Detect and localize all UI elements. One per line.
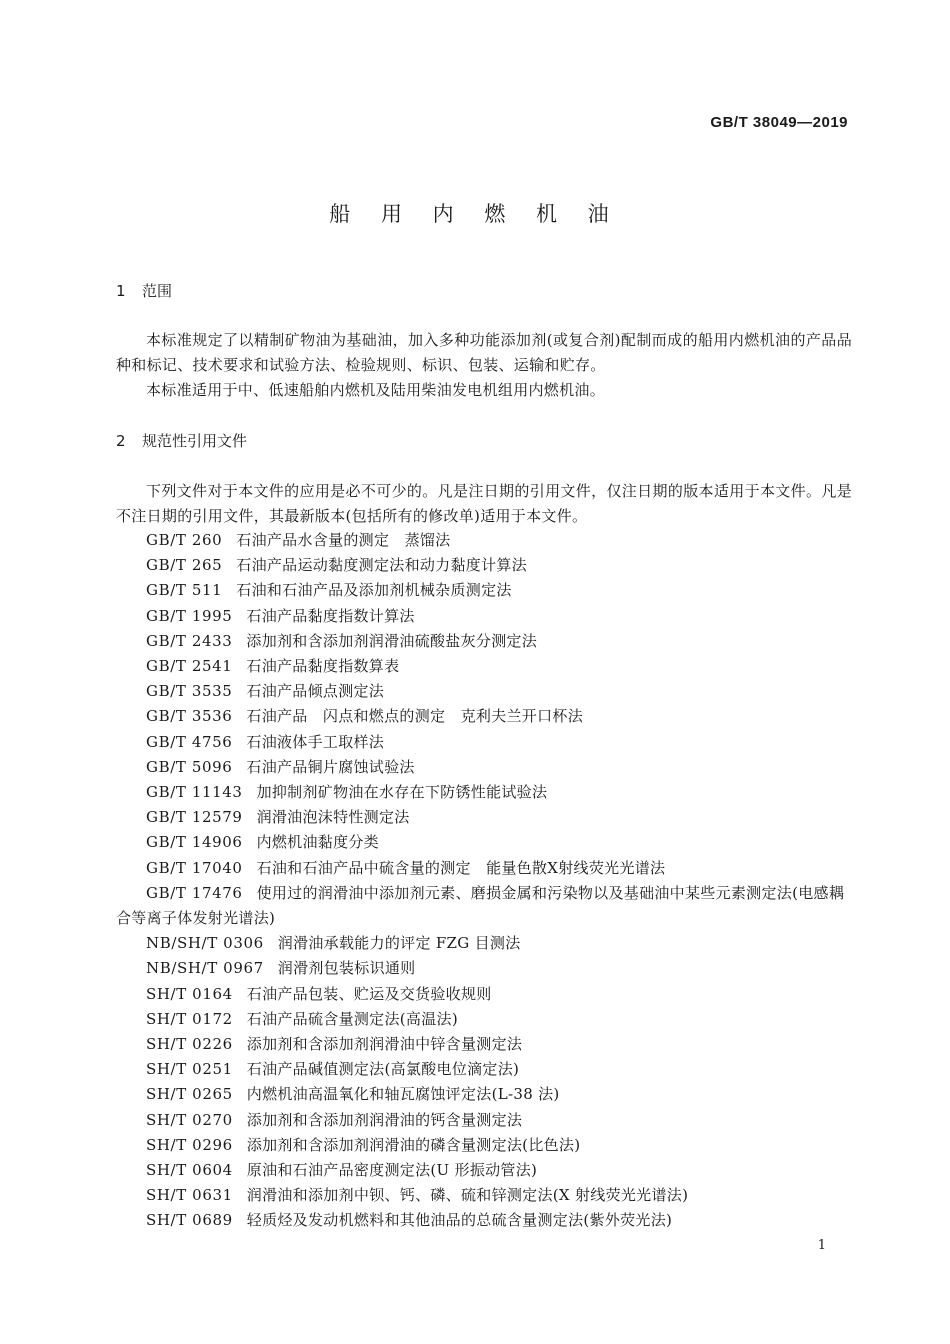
- section-1-title: 范围: [142, 282, 173, 300]
- reference-code: GB/T 2433: [146, 631, 233, 650]
- reference-title: 轻质烃及发动机燃料和其他油品的总硫含量测定法(紫外荧光法): [246, 1211, 673, 1230]
- reference-code: SH/T 0270: [146, 1110, 233, 1129]
- reference-title: 石油产品倾点测定法: [246, 682, 385, 701]
- reference-code: SH/T 0296: [146, 1135, 233, 1154]
- reference-title: 润滑剂包装标识通则: [277, 959, 416, 978]
- reference-title: 石油产品碱值测定法(高氯酸电位滴定法): [246, 1060, 520, 1079]
- document-title: 船 用 内 燃 机 油: [329, 202, 621, 226]
- reference-item: [116, 755, 852, 780]
- reference-item: [116, 1032, 852, 1057]
- reference-code: GB/T 2541: [146, 657, 233, 676]
- reference-title: 添加剂和含添加剂润滑油硫酸盐灰分测定法: [246, 631, 538, 650]
- section-2-intro: 下列文件对于本文件的应用是必不可少的。凡是注日期的引用文件，仅注日期的版本适用于本文件。凡是不注日期的引用文件，其最新版本(包括所有的修改单)适用于本文件。: [116, 482, 852, 525]
- page-number: 1: [817, 1238, 826, 1253]
- reference-code: GB/T 3536: [146, 707, 233, 726]
- reference-code: GB/T 17476: [146, 883, 243, 902]
- reference-list: [116, 528, 852, 1234]
- reference-item: [116, 856, 852, 881]
- section-1-number: 1: [116, 282, 126, 300]
- reference-code: GB/T 1995: [146, 606, 233, 625]
- reference-title: 石油产品包装、贮运及交货验收规则: [246, 984, 492, 1003]
- reference-item: [116, 805, 852, 830]
- reference-title: 石油产品黏度指数算表: [246, 657, 400, 676]
- reference-item: [116, 1108, 852, 1133]
- reference-item: [116, 956, 852, 981]
- reference-item: [116, 780, 852, 805]
- reference-item: [116, 679, 852, 704]
- reference-item: [116, 881, 852, 931]
- reference-code: SH/T 0226: [146, 1035, 233, 1054]
- reference-code: GB/T 3535: [146, 682, 233, 701]
- reference-item: [116, 830, 852, 855]
- reference-title: 石油和石油产品中硫含量的测定 能量色散X射线荧光光谱法: [256, 858, 666, 877]
- reference-code: GB/T 511: [146, 581, 223, 600]
- reference-item: [116, 730, 852, 755]
- reference-title: 石油产品硫含量测定法(高温法): [246, 1009, 458, 1028]
- reference-title: 添加剂和含添加剂润滑油中锌含量测定法: [246, 1035, 523, 1054]
- reference-code: SH/T 0172: [146, 1009, 233, 1028]
- reference-code: GB/T 17040: [146, 858, 243, 877]
- reference-title: 石油产品运动黏度测定法和动力黏度计算法: [236, 556, 527, 575]
- reference-title: 加抑制剂矿物油在水存在下防锈性能试验法: [256, 783, 548, 802]
- reference-title: 润滑油和添加剂中钡、钙、磷、硫和锌测定法(X 射线荧光光谱法): [246, 1186, 689, 1205]
- reference-item: [116, 578, 852, 603]
- reference-code: SH/T 0251: [146, 1060, 233, 1079]
- reference-code: GB/T 265: [146, 556, 223, 575]
- reference-item: [116, 982, 852, 1007]
- reference-item: [116, 1007, 852, 1032]
- reference-item: [116, 931, 852, 956]
- reference-item: [116, 1057, 852, 1082]
- reference-item: [116, 1158, 852, 1183]
- reference-code: NB/SH/T 0967: [146, 959, 264, 978]
- reference-code: GB/T 260: [146, 531, 223, 549]
- reference-item: [116, 528, 852, 553]
- reference-code: GB/T 14906: [146, 833, 243, 852]
- section-2-number: 2: [116, 432, 126, 450]
- reference-item: [116, 604, 852, 629]
- reference-code: NB/SH/T 0306: [146, 934, 264, 953]
- section-2-heading: [116, 430, 247, 451]
- reference-item: [116, 1082, 852, 1107]
- reference-code: SH/T 0604: [146, 1161, 233, 1180]
- reference-item: [116, 1133, 852, 1158]
- reference-title: 内燃机油高温氧化和轴瓦腐蚀评定法(L-38 法): [246, 1085, 560, 1104]
- reference-code: SH/T 0164: [146, 984, 233, 1003]
- reference-title: 石油产品黏度指数计算法: [246, 606, 415, 625]
- reference-item: [116, 654, 852, 679]
- reference-title: 添加剂和含添加剂润滑油的磷含量测定法(比色法): [246, 1135, 581, 1154]
- reference-title: 润滑油承载能力的评定 FZG 目测法: [277, 934, 521, 953]
- reference-code: GB/T 12579: [146, 808, 243, 827]
- section-1-heading: [116, 280, 172, 301]
- section-2-title: 规范性引用文件: [142, 432, 248, 450]
- section-1-paragraph-1: 本标准规定了以精制矿物油为基础油，加入多种功能添加剂(或复合剂)配制而成的船用内燃机油的产品品种和标记、技术要求和试验方法、检验规则、标识、包装、运输和贮存。: [116, 331, 852, 374]
- section-1-paragraph-2: 本标准适用于中、低速船舶内燃机及陆用柴油发电机组用内燃机油。: [146, 381, 606, 399]
- reference-code: GB/T 11143: [146, 783, 243, 802]
- standard-code: GB/T 38049—2019: [710, 114, 848, 131]
- reference-title: 石油产品 闪点和燃点的测定 克利夫兰开口杯法: [246, 707, 584, 726]
- reference-title: 润滑油泡沫特性测定法: [256, 808, 410, 827]
- reference-item: [116, 629, 852, 654]
- reference-title: 石油液体手工取样法: [246, 732, 385, 751]
- reference-code: SH/T 0265: [146, 1085, 233, 1104]
- reference-title: 使用过的润滑油中添加剂元素、磨损金属和污染物以及基础油中某些元素测定法(电感耦合等离子体发射光谱法): [116, 883, 845, 928]
- reference-item: [116, 1208, 852, 1233]
- reference-title: 石油产品水含量的测定 蒸馏法: [236, 531, 451, 549]
- reference-title: 原油和石油产品密度测定法(U 形振动管法): [246, 1161, 538, 1180]
- reference-code: SH/T 0689: [146, 1211, 233, 1230]
- reference-code: SH/T 0631: [146, 1186, 233, 1205]
- reference-code: GB/T 4756: [146, 732, 233, 751]
- reference-item: [116, 1183, 852, 1208]
- reference-code: GB/T 5096: [146, 757, 233, 776]
- reference-title: 石油和石油产品及添加剂机械杂质测定法: [236, 581, 512, 600]
- reference-title: 内燃机油黏度分类: [256, 833, 379, 852]
- reference-item: [116, 704, 852, 729]
- reference-item: [116, 553, 852, 578]
- reference-title: 添加剂和含添加剂润滑油的钙含量测定法: [246, 1110, 523, 1129]
- reference-title: 石油产品铜片腐蚀试验法: [246, 757, 415, 776]
